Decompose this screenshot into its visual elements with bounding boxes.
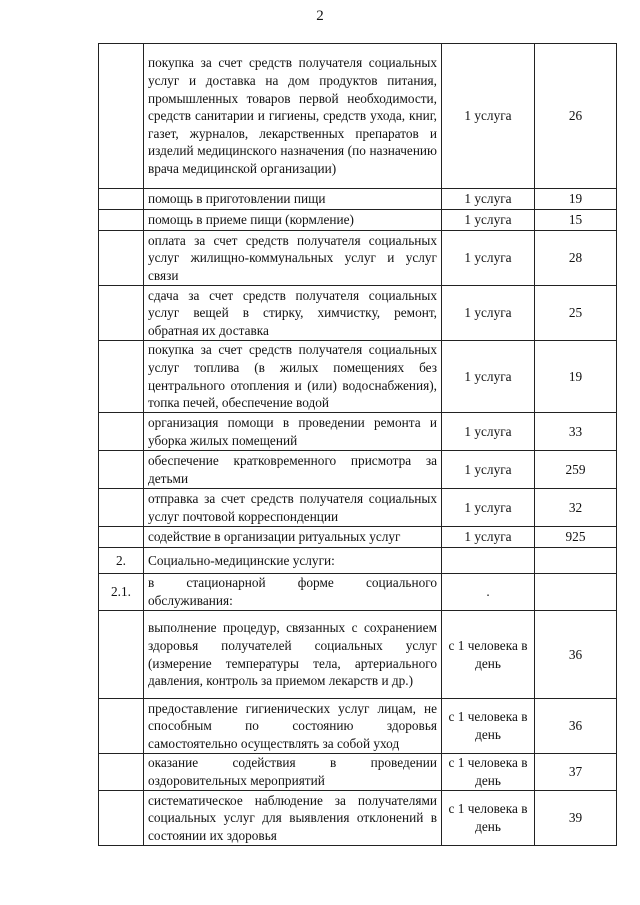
- row-number: 2.1.: [99, 574, 144, 611]
- service-unit: 1 услуга: [442, 44, 535, 189]
- service-subsection-title: в стационарной форме социального обслуживания:: [144, 574, 442, 611]
- row-number: [99, 413, 144, 451]
- service-name: выполнение процедур, связанных с сохранением здоровья получателей социальных услуг (измерение температуры тела, артериального давления, контроль за приемом лекарств и др.): [144, 611, 442, 699]
- table-row: [99, 44, 617, 189]
- service-price: 36: [535, 699, 617, 754]
- service-unit: 1 услуга: [442, 413, 535, 451]
- row-number: [99, 451, 144, 489]
- service-name: сдача за счет средств получателя социальных услуг вещей в стирку, химчистку, ремонт, обратная их доставка: [144, 286, 442, 341]
- service-unit: 1 услуга: [442, 527, 535, 548]
- service-name: отправка за счет средств получателя социальных услуг почтовой корреспонденции: [144, 489, 442, 527]
- table-row: [99, 699, 617, 754]
- service-unit: с 1 человека в день: [442, 791, 535, 846]
- service-price: 19: [535, 341, 617, 413]
- row-number: [99, 44, 144, 189]
- service-price: 39: [535, 791, 617, 846]
- service-unit: [442, 548, 535, 574]
- service-unit: 1 услуга: [442, 231, 535, 286]
- service-name: содействие в организации ритуальных услуг: [144, 527, 442, 548]
- service-unit: с 1 человека в день: [442, 611, 535, 699]
- service-price: 26: [535, 44, 617, 189]
- service-price: 28: [535, 231, 617, 286]
- service-price: [535, 548, 617, 574]
- service-unit: 1 услуга: [442, 489, 535, 527]
- table-row: [99, 231, 617, 286]
- row-number: [99, 286, 144, 341]
- row-number: [99, 189, 144, 210]
- table-row: [99, 451, 617, 489]
- service-unit: 1 услуга: [442, 451, 535, 489]
- service-price: 32: [535, 489, 617, 527]
- table-row: [99, 611, 617, 699]
- service-name: систематическое наблюдение за получателями социальных услуг для выявления отклонений в состоянии их здоровья: [144, 791, 442, 846]
- service-price: 37: [535, 754, 617, 791]
- service-name: оплата за счет средств получателя социальных услуг жилищно-коммунальных услуг и услуг связи: [144, 231, 442, 286]
- table-row: [99, 286, 617, 341]
- service-price: 19: [535, 189, 617, 210]
- service-name: предоставление гигиенических услуг лицам, не способным по состоянию здоровья самостоятельно осуществлять за собой уход: [144, 699, 442, 754]
- service-unit: 1 услуга: [442, 210, 535, 231]
- page-number: 2: [316, 8, 324, 24]
- table-row: [99, 341, 617, 413]
- service-name: покупка за счет средств получателя социальных услуг и доставка на дом продуктов питания, промышленных товаров первой необходимости, средств санитарии и гигиены, средств ухода, книг, газет, журналов, лекарственных препаратов и изделий медицинского назначения (по назначению врача медицинской организации): [144, 44, 442, 189]
- row-number: [99, 489, 144, 527]
- table-row: [99, 489, 617, 527]
- row-number: [99, 341, 144, 413]
- table-row: [99, 210, 617, 231]
- row-number: [99, 210, 144, 231]
- service-price: 925: [535, 527, 617, 548]
- service-price: [535, 574, 617, 611]
- row-number: [99, 699, 144, 754]
- service-price: 25: [535, 286, 617, 341]
- row-number: [99, 754, 144, 791]
- row-number: 2.: [99, 548, 144, 574]
- service-unit: 1 услуга: [442, 286, 535, 341]
- table-row: [99, 189, 617, 210]
- table-row: [99, 574, 617, 611]
- service-price: 36: [535, 611, 617, 699]
- row-number: [99, 527, 144, 548]
- service-price: 15: [535, 210, 617, 231]
- service-name: помощь в приеме пищи (кормление): [144, 210, 442, 231]
- service-unit: с 1 человека в день: [442, 754, 535, 791]
- table-row: [99, 754, 617, 791]
- service-name: организация помощи в проведении ремонта и уборка жилых помещений: [144, 413, 442, 451]
- service-unit: с 1 человека в день: [442, 699, 535, 754]
- table-row: [99, 791, 617, 846]
- row-number: [99, 791, 144, 846]
- service-name: обеспечение кратковременного присмотра за детьми: [144, 451, 442, 489]
- service-name: помощь в приготовлении пищи: [144, 189, 442, 210]
- service-section-title: Социально-медицинские услуги:: [144, 548, 442, 574]
- row-number: [99, 611, 144, 699]
- table-row: [99, 548, 617, 574]
- services-tariff-table: [98, 43, 617, 846]
- service-unit: .: [442, 574, 535, 611]
- table-row: [99, 413, 617, 451]
- row-number: [99, 231, 144, 286]
- service-name: оказание содействия в проведении оздоровительных мероприятий: [144, 754, 442, 791]
- service-name: покупка за счет средств получателя социальных услуг топлива (в жилых помещениях без центрального отопления и (или) водоснабжения), топка печей, обеспечение водой: [144, 341, 442, 413]
- service-unit: 1 услуга: [442, 341, 535, 413]
- service-unit: 1 услуга: [442, 189, 535, 210]
- service-price: 33: [535, 413, 617, 451]
- service-price: 259: [535, 451, 617, 489]
- table-row: [99, 527, 617, 548]
